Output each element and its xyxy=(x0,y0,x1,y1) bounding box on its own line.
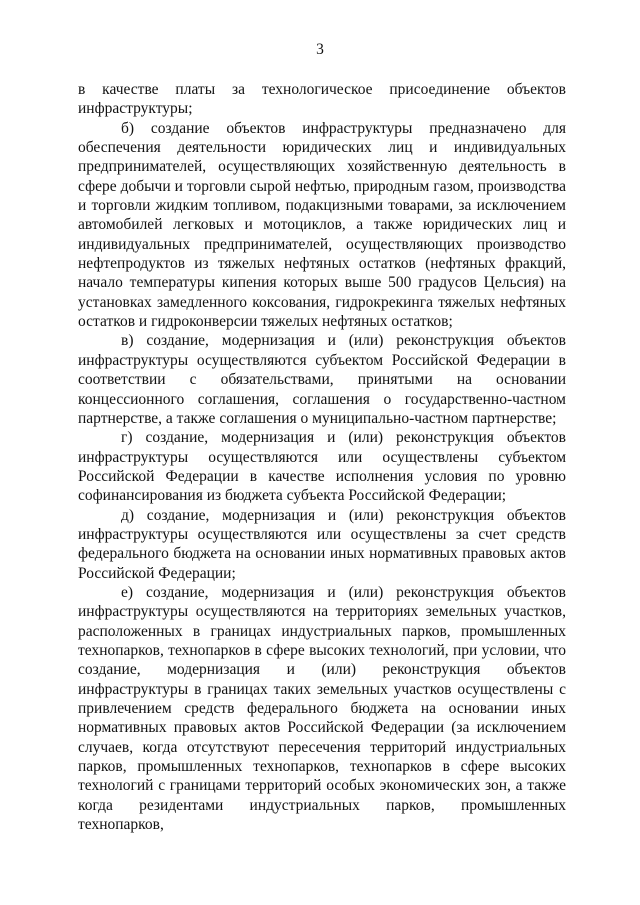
paragraph-item-v: в) создание, модернизация и (или) реконструкция объектов инфраструктуры осуществляются субъектом Российской Федерации в соответствии с обязательствами, принятыми на основании концессионного соглашения, соглашения о государственно-частном партнерстве, а также соглашения о муниципально-частном партнерстве; xyxy=(78,332,566,427)
paragraph-item-e: е) создание, модернизация и (или) реконструкция объектов инфраструктуры осуществляются на территориях земельных участков, расположенных в границах индустриальных парков, промышленных технопарков, технопарков в сфере высоких технологий, при условии, что создание, модернизация и (или) реконструкция объектов инфраструктуры в границах таких земельных участков осуществлены с привлечением средств федерального бюджета на основании иных нормативных правовых актов Российской Федерации (за исключением случаев, когда отсутствуют пересечения территорий индустриальных парков, промышленных технопарков, технопарков в сфере высоких технологий с границами территорий особых экономических зон, а также когда резидентами индустриальных парков, промышленных технопарков, xyxy=(78,583,566,834)
paragraph-item-d: д) создание, модернизация и (или) реконструкция объектов инфраструктуры осуществляются или осуществлены за счет средств федерального бюджета на основании иных нормативных правовых актов Российской Федерации; xyxy=(78,506,566,582)
paragraph-item-b: б) создание объектов инфраструктуры предназначено для обеспечения деятельности юридических лиц и индивидуальных предпринимателей, осуществляющих хозяйственную деятельность в сфере добычи и торговли сырой нефтью, природным газом, производства и торговли жидким топливом, подакцизными товарами, за исключением автомобилей легковых и мотоциклов, а также юридических лиц и индивидуальных предпринимателей, осуществляющих производство нефтепродуктов из тяжелых нефтяных остатков (нефтяных фракций, начало температуры кипения которых выше 500 градусов Цельсия) на установках замедленного коксования, гидрокрекинга тяжелых нефтяных остатков и гидроконверсии тяжелых нефтяных остатков; xyxy=(78,119,566,331)
document-body xyxy=(78,80,566,834)
page-number: 3 xyxy=(316,41,324,58)
paragraph-item-g: г) создание, модернизация и (или) реконструкция объектов инфраструктуры осуществляются или осуществлены субъектом Российской Федерации в качестве исполнения условия по уровню софинансирования из бюджета субъекта Российской Федерации; xyxy=(78,429,566,505)
paragraph-continuation: в качестве платы за технологическое присоединение объектов инфраструктуры; xyxy=(78,81,566,118)
